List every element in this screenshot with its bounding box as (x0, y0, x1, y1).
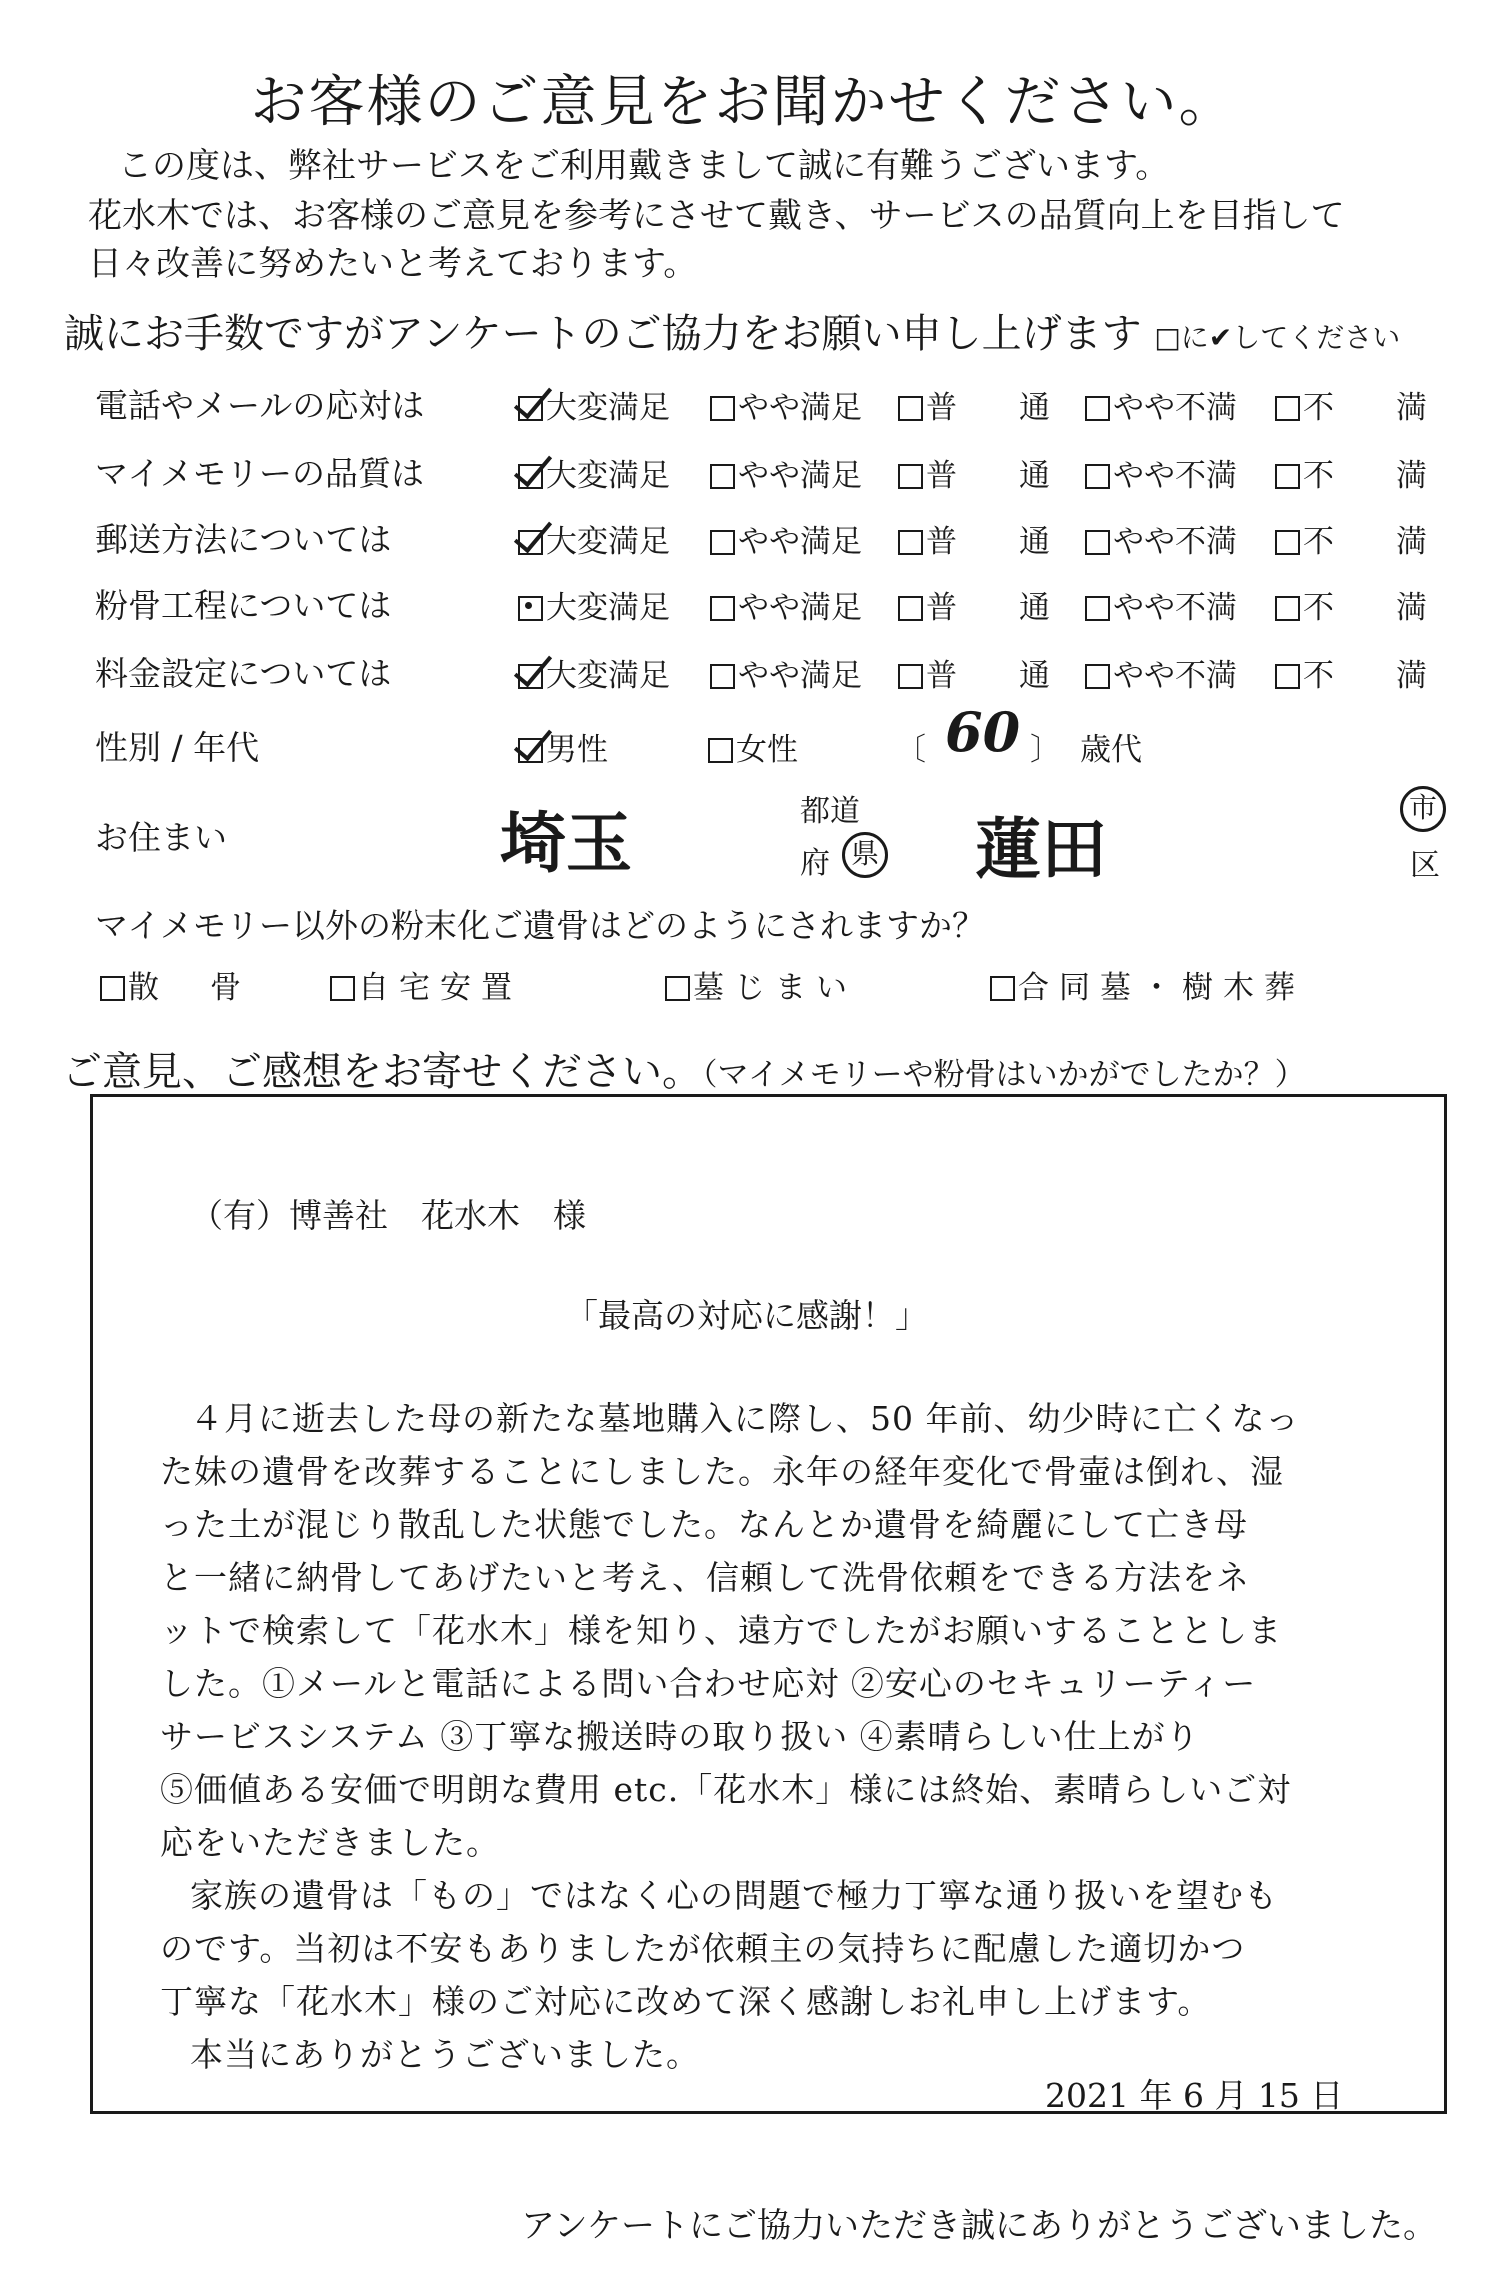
rating-option-label: やや不満 (1113, 390, 1237, 426)
to-do-label: 都道 (800, 794, 860, 829)
male-checkbox[interactable] (518, 738, 543, 763)
rating-checkbox[interactable] (710, 396, 735, 421)
rating-option-label: 普 通 (926, 390, 1050, 426)
rating-option-label: 不 満 (1303, 524, 1427, 560)
disposal-option[interactable] (330, 962, 522, 1007)
intro-line-1: この度は、弊社サービスをご利用戴きまして誠に有難うございます。 (118, 146, 1170, 186)
rating-option-label: 不 満 (1303, 390, 1427, 426)
letter-line: 家族の遺骨は「もの」ではなく心の問題で極力丁寧な通り扱いを望むも (190, 1876, 1278, 1915)
rating-option[interactable] (710, 650, 862, 695)
rating-option[interactable] (898, 516, 1050, 561)
rating-option-label: 普 通 (926, 524, 1050, 560)
rating-option[interactable] (1275, 650, 1427, 695)
rating-checkbox[interactable] (518, 464, 543, 489)
rating-row-label: 郵送方法については (95, 520, 392, 559)
age-suffix: 歳代 (1080, 732, 1142, 768)
age-open-bracket: 〔 (895, 732, 926, 768)
rating-checkbox[interactable] (1085, 396, 1110, 421)
rating-option[interactable] (898, 650, 1050, 695)
rating-option[interactable] (1275, 450, 1427, 495)
disposal-checkbox[interactable] (330, 976, 355, 1001)
opinion-subheading: （マイメモリーや粉骨はいかがでしたか？） (702, 1057, 1306, 1093)
rating-option-label: やや不満 (1113, 590, 1237, 626)
rating-option[interactable] (1275, 382, 1427, 427)
rating-option[interactable] (1085, 516, 1237, 561)
rating-checkbox[interactable] (898, 396, 923, 421)
rating-option[interactable] (1275, 582, 1427, 627)
rating-option-label: 普 通 (926, 458, 1050, 494)
rating-option[interactable] (518, 582, 670, 627)
shi-label: 市 (1400, 786, 1446, 832)
rating-option-label: やや不満 (1113, 524, 1237, 560)
rating-option[interactable] (518, 450, 670, 495)
disposal-checkbox[interactable] (100, 976, 125, 1001)
letter-headline: 「最高の対応に感謝！」 (565, 1296, 928, 1335)
city-value[interactable]: 蓮田 (975, 810, 1107, 888)
disposal-option-label: 墓じまい (693, 970, 857, 1006)
rating-checkbox[interactable] (518, 596, 543, 621)
letter-line: のです。当初は不安もありましたが依頼主の気持ちに配慮した適切かつ (160, 1929, 1246, 1968)
rating-option[interactable] (518, 650, 670, 695)
female-checkbox[interactable] (708, 738, 733, 763)
rating-option-label: 普 通 (926, 590, 1050, 626)
rating-option-label: 不 満 (1303, 590, 1427, 626)
rating-checkbox[interactable] (1275, 530, 1300, 555)
rating-option[interactable] (1275, 516, 1427, 561)
disposal-option[interactable] (100, 962, 251, 1007)
rating-checkbox[interactable] (710, 464, 735, 489)
rating-row-label: マイメモリーの品質は (95, 454, 425, 493)
rating-option-label: やや満足 (738, 390, 862, 426)
rating-checkbox[interactable] (1085, 596, 1110, 621)
rating-checkbox[interactable] (518, 530, 543, 555)
ken-label: 県 (842, 832, 888, 878)
age-value[interactable]: 60 (945, 700, 1021, 764)
rating-checkbox[interactable] (710, 596, 735, 621)
disposal-option[interactable] (665, 962, 857, 1007)
rating-row-label: 料金設定については (95, 654, 392, 693)
closing-thanks: アンケートにご協力いただき誠にありがとうございました。 (521, 2206, 1437, 2246)
rating-row-label: 粉骨工程については (95, 586, 392, 625)
rating-option[interactable] (1085, 650, 1237, 695)
letter-line: ットで検索して「花水木」様を知り、遠方でしたがお願いすることとしま (160, 1611, 1282, 1650)
rating-option[interactable] (710, 382, 862, 427)
rating-option[interactable] (1085, 582, 1237, 627)
rating-checkbox[interactable] (898, 464, 923, 489)
rating-checkbox[interactable] (898, 664, 923, 689)
prefecture-value[interactable]: 埼玉 (500, 804, 632, 882)
disposal-question: マイメモリー以外の粉末化ご遺骨はどのようにされますか？ (95, 906, 986, 945)
rating-checkbox[interactable] (898, 530, 923, 555)
rating-checkbox[interactable] (1275, 664, 1300, 689)
rating-option-label: 大変満足 (546, 590, 670, 626)
letter-addressee: （有）博善社 花水木 様 (190, 1196, 586, 1235)
rating-option-label: やや不満 (1113, 458, 1237, 494)
rating-option[interactable] (1085, 382, 1237, 427)
survey-request-hint: □に✔してください (1154, 321, 1401, 354)
rating-checkbox[interactable] (518, 396, 543, 421)
disposal-checkbox[interactable] (665, 976, 690, 1001)
rating-option[interactable] (898, 582, 1050, 627)
rating-option-label: 不 満 (1303, 658, 1427, 694)
disposal-checkbox[interactable] (990, 976, 1015, 1001)
letter-line: サービスシステム ③丁寧な搬送時の取り扱い ④素晴らしい仕上がり (160, 1717, 1200, 1756)
rating-checkbox[interactable] (710, 530, 735, 555)
rating-checkbox[interactable] (1275, 464, 1300, 489)
shi-circle (1400, 786, 1446, 832)
letter-line: した。①メールと電話による問い合わせ応対 ②安心のセキュリーティー (160, 1664, 1257, 1703)
rating-option-label: やや不満 (1113, 658, 1237, 694)
residence-label: お住まい (95, 818, 227, 857)
rating-checkbox[interactable] (898, 596, 923, 621)
letter-line: 本当にありがとうございました。 (190, 2035, 700, 2074)
rating-checkbox[interactable] (518, 664, 543, 689)
fu-label: 府 (800, 846, 830, 881)
intro-line-2: 花水木では、お客様のご意見を参考にさせて戴き、サービスの品質向上を目指して (88, 196, 1345, 236)
letter-line: ⑤価値ある安価で明朗な費用 etc.「花水木」様には終始、素晴らしいご対 (160, 1770, 1292, 1809)
ken-circle (842, 832, 888, 878)
ku-label: 区 (1410, 848, 1440, 883)
opinion-heading (62, 1040, 1306, 1097)
gender-age-label: 性別 / 年代 (95, 728, 260, 767)
female-label: 女性 (736, 732, 798, 768)
rating-option-label: やや満足 (738, 590, 862, 626)
intro-line-3: 日々改善に努めたいと考えております。 (88, 244, 698, 284)
disposal-option-label: 散 骨 (128, 970, 251, 1006)
letter-line: った土が混じり散乱した状態でした。なんとか遺骨を綺麗にして亡き母 (160, 1505, 1248, 1544)
page-title: お客様のご意見をお聞かせください。 (250, 70, 1237, 135)
age-close-bracket: 〕 (1030, 732, 1061, 768)
rating-option-label: やや満足 (738, 458, 862, 494)
rating-checkbox[interactable] (1085, 664, 1110, 689)
rating-checkbox[interactable] (1085, 530, 1110, 555)
rating-option-label: 大変満足 (546, 524, 670, 560)
letter-date: 2021 年 6 月 15 日 (1045, 2076, 1344, 2115)
letter-line: 丁寧な「花水木」様のご対応に改めて深く感謝しお礼申し上げます。 (160, 1982, 1212, 2021)
rating-option-label: 大変満足 (546, 458, 670, 494)
rating-option[interactable] (518, 516, 670, 561)
rating-checkbox[interactable] (1085, 464, 1110, 489)
opinion-heading-text: ご意見、ご感想をお寄せください。 (62, 1049, 702, 1095)
gender-male-option[interactable] (518, 724, 608, 769)
rating-checkbox[interactable] (1275, 396, 1300, 421)
rating-option[interactable] (898, 382, 1050, 427)
survey-request (64, 302, 1400, 359)
rating-option-label: 普 通 (926, 658, 1050, 694)
letter-line: 応をいただきました。 (160, 1823, 500, 1862)
rating-option-label: やや満足 (738, 524, 862, 560)
rating-checkbox[interactable] (1275, 596, 1300, 621)
disposal-option[interactable] (990, 962, 1305, 1007)
rating-option-label: 不 満 (1303, 458, 1427, 494)
rating-option-label: 大変満足 (546, 658, 670, 694)
rating-option[interactable] (898, 450, 1050, 495)
rating-option[interactable] (710, 582, 862, 627)
letter-line: と一緒に納骨してあげたいと考え、信頼して洗骨依頼をできる方法をネ (160, 1558, 1250, 1597)
rating-option[interactable] (710, 516, 862, 561)
rating-option[interactable] (1085, 450, 1237, 495)
male-label: 男性 (546, 732, 608, 768)
disposal-option-label: 自宅安置 (358, 970, 522, 1006)
letter-line: た妹の遺骨を改葬することにしました。永年の経年変化で骨壷は倒れ、湿 (160, 1452, 1284, 1491)
rating-option-label: やや満足 (738, 658, 862, 694)
rating-option[interactable] (710, 450, 862, 495)
survey-request-text: 誠にお手数ですがアンケートのご協力をお願い申し上げます (64, 311, 1142, 357)
rating-checkbox[interactable] (710, 664, 735, 689)
disposal-option-label: 合同墓・樹木葬 (1018, 970, 1305, 1006)
letter-line: ４月に逝去した母の新たな墓地購入に際し、50 年前、幼少時に亡くなっ (190, 1399, 1300, 1438)
rating-row-label: 電話やメールの応対は (95, 386, 425, 425)
rating-option-label: 大変満足 (546, 390, 670, 426)
gender-female-option[interactable] (708, 724, 798, 769)
rating-option[interactable] (518, 382, 670, 427)
